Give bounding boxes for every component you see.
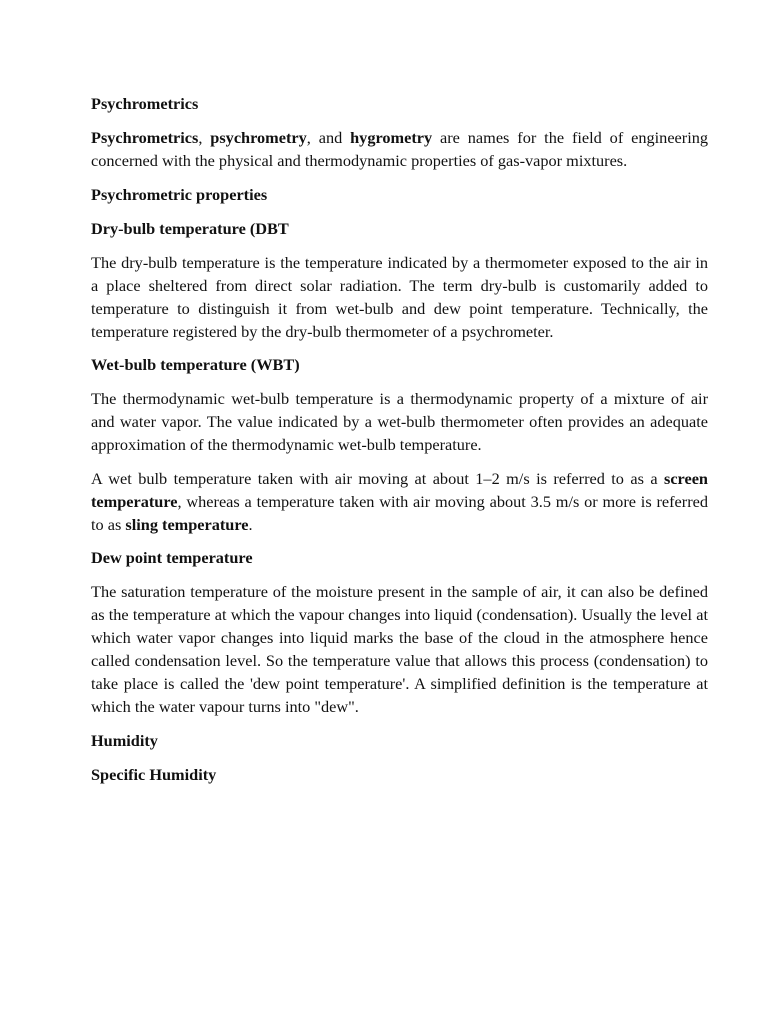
term-screen-temperature: screen temperature (91, 468, 708, 511)
heading-dbt: Dry-bulb temperature (DBT (91, 218, 289, 238)
intro-paragraph (91, 126, 708, 172)
document-page (91, 92, 708, 797)
text: , whereas a temperature taken with air moving about 3.5 m/s or more is referred to as (91, 491, 708, 534)
heading-specific-humidity: Specific Humidity (91, 764, 217, 784)
wbt-paragraph-2 (91, 467, 708, 536)
heading-humidity: Humidity (91, 730, 158, 750)
heading-psychrometric-properties: Psychrometric properties (91, 184, 268, 204)
text: A wet bulb temperature taken with air moving at about 1–2 m/s is referred to as a (91, 468, 664, 488)
heading-dew-point: Dew point temperature (91, 548, 253, 567)
text: . (248, 514, 253, 534)
text: , and (306, 128, 351, 147)
dew-paragraph: The saturation temperature of the moisture present in the sample of air, it can also be defined as the temperature at which the vapour changes into liquid (condensation). Usually the level at which water vapor changes into liquid marks the base of the cloud in the atmosphere hence called condensation level. So the temperature value that allows this process (condensation) to take place is called the 'dew point temperature'. A simplified definition is the temperature at which the water vapour turns into "dew". (91, 582, 708, 716)
dbt-paragraph: The dry-bulb temperature is the temperature indicated by a thermometer exposed to the air in a place sheltered from direct solar radiation. The term dry-bulb is customarily added to temperature to distinguish it from wet-bulb and dew point temperature. Technically, the temperature registered by the dry-bulb thermometer of a psychrometer. (91, 252, 708, 341)
term-psychrometry: psychrometry (210, 128, 307, 147)
wbt-paragraph: The thermodynamic wet-bulb temperature is a thermodynamic property of a mixture of air and water vapor. The value indicated by a wet-bulb thermometer often provides an adequate approximation of the thermodynamic wet-bulb temperature. (91, 389, 708, 454)
term-sling-temperature: sling temperature (125, 514, 249, 534)
text: are names for the field of engineering concerned with the physical and thermodynamic properties of gas-vapor mixtures. (91, 128, 708, 170)
heading-wbt: Wet-bulb temperature (WBT) (91, 355, 300, 374)
document-title: Psychrometrics (91, 94, 199, 113)
term-hygrometry: hygrometry (350, 128, 433, 147)
term-psychrometrics: Psychrometrics (91, 128, 199, 147)
text: , (198, 128, 211, 147)
